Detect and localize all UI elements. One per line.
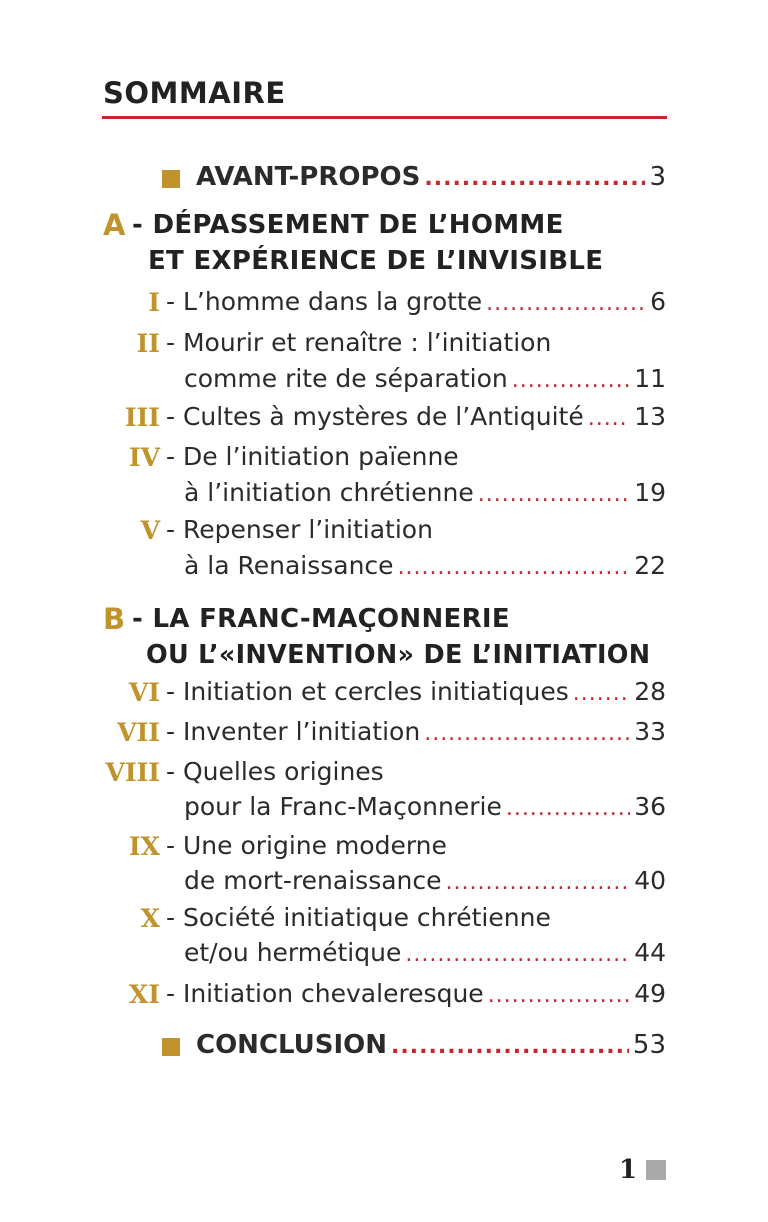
separator-dash: - <box>166 903 183 932</box>
conclusion-label: CONCLUSION <box>196 1030 388 1060</box>
separator-dash: - <box>166 328 183 357</box>
separator-dash: - <box>166 677 183 706</box>
page-number: 3 <box>649 162 666 192</box>
chapter-entry-viii-line2[interactable] <box>184 792 666 821</box>
section-b-title-line2: OU L’«INVENTION» DE L’INITIATION <box>146 640 651 670</box>
chapter-entry-iv-line2[interactable] <box>184 478 666 507</box>
separator-dash: - <box>166 442 183 471</box>
chapter-entry-x-line2[interactable] <box>184 938 666 967</box>
chapter-number: XI <box>128 980 160 1009</box>
chapter-number: X <box>140 904 160 933</box>
chapter-entry-vii[interactable] <box>166 717 666 746</box>
title-underline <box>102 116 667 119</box>
chapter-title-cont: de mort-renaissance <box>184 866 442 895</box>
chapter-title-cont: pour la Franc-Maçonnerie <box>184 792 502 821</box>
leader-dots <box>391 1034 629 1059</box>
footer-square <box>646 1160 666 1180</box>
separator-dash: - <box>166 831 183 860</box>
chapter-title-cont: à l’initiation chrétienne <box>184 478 474 507</box>
chapter-title-cont: à la Renaissance <box>184 551 394 580</box>
section-a-title-line2: ET EXPÉRIENCE DE L’INVISIBLE <box>148 246 604 276</box>
chapter-number: V <box>140 516 160 545</box>
leader-dots <box>573 681 630 706</box>
chapter-number: VI <box>128 678 160 707</box>
chapter-title-cont: et/ou hermétique <box>184 938 402 967</box>
leader-dots <box>478 482 630 507</box>
page-number: 11 <box>634 364 666 393</box>
avant-propos-entry[interactable] <box>196 162 666 192</box>
chapter-title: Inventer l’initiation <box>182 717 421 746</box>
page-number: 22 <box>634 551 666 580</box>
leader-dots <box>488 983 631 1008</box>
separator-dash: - <box>166 717 183 746</box>
chapter-title: L’homme dans la grotte <box>182 287 483 316</box>
page-number: 44 <box>634 938 666 967</box>
page-number: 40 <box>634 866 666 895</box>
leader-dots <box>424 721 630 746</box>
chapter-entry-v-line1[interactable] <box>166 515 666 544</box>
section-a-letter: A <box>103 208 126 242</box>
chapter-entry-ii-line1[interactable] <box>166 328 666 357</box>
chapter-entry-viii-line1[interactable] <box>166 757 666 786</box>
page-number: 6 <box>650 287 666 316</box>
chapter-title: De l’initiation païenne <box>182 442 459 471</box>
chapter-title: Une origine moderne <box>182 831 447 860</box>
page-number: 19 <box>634 478 666 507</box>
page-number: 13 <box>634 402 666 431</box>
page-number: 36 <box>634 792 666 821</box>
leader-dots <box>512 368 630 393</box>
chapter-title: Initiation chevaleresque <box>182 979 484 1008</box>
chapter-entry-xi[interactable] <box>166 979 666 1008</box>
separator-dash: - <box>166 757 183 786</box>
chapter-entry-ix-line1[interactable] <box>166 831 666 860</box>
footer-page-number: 1 <box>619 1155 638 1185</box>
chapter-entry-ix-line2[interactable] <box>184 866 666 895</box>
leader-dots <box>588 406 630 431</box>
chapter-entry-ii-line2[interactable] <box>184 364 666 393</box>
chapter-number: II <box>136 329 160 358</box>
leader-dots <box>506 796 630 821</box>
chapter-entry-x-line1[interactable] <box>166 903 666 932</box>
separator-dash: - <box>166 979 183 1008</box>
chapter-number: III <box>124 403 160 432</box>
chapter-number: IX <box>128 832 160 861</box>
page-title: SOMMAIRE <box>103 76 286 110</box>
page-number: 28 <box>634 677 666 706</box>
chapter-number: VII <box>117 718 160 747</box>
conclusion-bullet <box>162 1038 180 1056</box>
chapter-title: Repenser l’initiation <box>182 515 433 544</box>
leader-dots <box>486 291 646 316</box>
leader-dots <box>446 870 631 895</box>
chapter-title: Société initiatique chrétienne <box>182 903 551 932</box>
chapter-title: Initiation et cercles initiatiques <box>182 677 569 706</box>
chapter-entry-iii[interactable] <box>166 402 666 431</box>
separator-dash: - <box>166 287 183 316</box>
section-b-title-line1: - LA FRANC-MAÇONNERIE <box>132 604 510 634</box>
section-b-letter: B <box>103 602 126 636</box>
chapter-number: IV <box>128 443 160 472</box>
chapter-title: Mourir et renaître : l’initiation <box>182 328 552 357</box>
separator-dash: - <box>166 515 183 544</box>
leader-dots <box>398 555 631 580</box>
chapter-entry-v-line2[interactable] <box>184 551 666 580</box>
chapter-entry-i[interactable] <box>166 287 666 316</box>
chapter-entry-vi[interactable] <box>166 677 666 706</box>
separator-dash: - <box>166 402 183 431</box>
chapter-entry-iv-line1[interactable] <box>166 442 666 471</box>
conclusion-entry[interactable] <box>196 1030 666 1060</box>
chapter-title: Quelles origines <box>182 757 384 786</box>
avant-propos-label: AVANT-PROPOS <box>196 162 421 192</box>
section-a-title-line1: - DÉPASSEMENT DE L’HOMME <box>132 210 564 240</box>
page-number: 33 <box>634 717 666 746</box>
page-number: 53 <box>632 1030 666 1060</box>
avant-propos-bullet <box>162 170 180 188</box>
chapter-title-cont: comme rite de séparation <box>184 364 508 393</box>
chapter-title: Cultes à mystères de l’Antiquité <box>182 402 584 431</box>
chapter-number: VIII <box>105 758 160 787</box>
leader-dots <box>405 942 630 967</box>
leader-dots <box>424 166 645 191</box>
page-number: 49 <box>634 979 666 1008</box>
chapter-number: I <box>148 288 160 317</box>
